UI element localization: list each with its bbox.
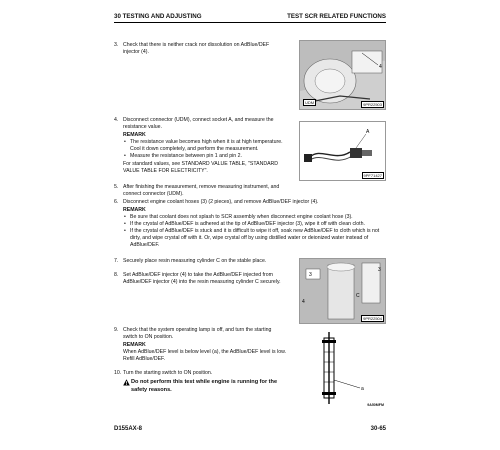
step-text: Check that there is neither crack nor dissolution on AdBlue/DEF injector (4).: [123, 42, 270, 56]
figure-callout: 3: [309, 272, 312, 278]
step-8: [114, 272, 286, 286]
figure-id: 9PR22503: [363, 101, 382, 107]
model-number: D155AX-8: [114, 426, 143, 432]
remark-list: [123, 139, 286, 160]
remark-heading: REMARK: [123, 132, 146, 139]
remark-heading: REMARK: [123, 342, 146, 349]
remark-item: • If the crystal of AdBlue/DEF is stuck and it is difficult to wipe it off, soak new AdBlue/DEF to cloth which is not dirty, and wipe crystal off with it. Or, wipe crystal off by using distilled water or deionized water instead of AdBlue/DEF.: [123, 228, 386, 249]
figure-cylinder-photo: [299, 258, 386, 324]
step-number: 8.: [114, 272, 119, 278]
figure-id: 9A50MFM: [367, 403, 384, 408]
step-text: Disconnect engine coolant hoses (3) (2 pieces), and remove AdBlue/DEF injector (4).: [123, 199, 319, 205]
step-number: 6.: [114, 199, 119, 205]
step-text: Securely place resin measuring cylinder C on the stable place.: [123, 258, 267, 264]
remark-item: • The resistance value becomes high when it is at high temperature. Cool it down completely, and perform the measurement.: [123, 139, 286, 153]
step-text: Set AdBlue/DEF injector (4) to take the AdBlue/DEF injected from AdBlue/DEF injector (4) into the resin measuring cylinder C securely.: [123, 272, 281, 286]
step-3: [114, 42, 286, 56]
remark-text: When AdBlue/DEF level is below level (a), the AdBlue/DEF level is low. Refill AdBlue/DEF.: [123, 349, 286, 363]
step-number: 3.: [114, 42, 119, 48]
step-text: After finishing the measurement, remove measuring instrument, and connect connector (UDM).: [123, 184, 280, 198]
step-number: 9.: [114, 327, 119, 333]
figure-injector-photo: [299, 40, 386, 110]
step-number: 7.: [114, 258, 119, 264]
figure-id: 9PF71427: [363, 172, 382, 178]
step-number: 5.: [114, 184, 119, 190]
header-topic-title: TEST SCR RELATED FUNCTIONS: [287, 13, 386, 20]
figure-id: 9PR22504: [363, 315, 382, 321]
warning-note: [114, 379, 286, 394]
page-footer: [114, 425, 386, 433]
remark-item: • Be sure that coolant does not splash to SCR assembly when disconnect engine coolant hose (3).: [123, 214, 386, 221]
warning-text: Do not perform this test while engine is running for the safety reasons.: [131, 379, 278, 393]
remark-heading: REMARK: [123, 207, 146, 214]
figure-callout: C: [356, 293, 360, 299]
page-number: 30-65: [370, 426, 386, 432]
figure-callout: A: [366, 129, 370, 135]
remark-item: • Measure the resistance between pin 1 and pin 2.: [123, 153, 286, 160]
remark-list: [123, 214, 386, 249]
step-4: [114, 117, 286, 175]
header-section-title: 30 TESTING AND ADJUSTING: [114, 13, 202, 20]
figure-callout: 3: [378, 267, 381, 273]
warning-icon: [123, 379, 131, 394]
standard-value-note: For standard values, see STANDARD VALUE TABLE, "STANDARD VALUE TABLE FOR ELECTRICITY".: [123, 161, 279, 175]
step-text: Disconnect connector (UDM), connect socket A, and measure the resistance value.: [123, 117, 274, 131]
figure-callout: 4: [302, 299, 305, 305]
step-10: [114, 370, 286, 394]
remark-item: • If the crystal of AdBlue/DEF is adhered at the tip of AdBlue/DEF injector (3), wipe it off with clean cloth.: [123, 221, 386, 228]
step-5: [114, 184, 286, 198]
figure-callout: a: [361, 386, 364, 392]
level-gauge-illustration: [302, 330, 386, 412]
step-text: Check that the system operating lamp is off, and turn the starting switch to ON position.: [123, 327, 272, 341]
figure-callout: 4: [379, 64, 382, 70]
figure-level-gauge: [302, 330, 386, 412]
step-9: [114, 327, 286, 363]
step-7: [114, 258, 286, 265]
udm-label: UDM: [305, 100, 315, 105]
figure-socket-diagram: [299, 121, 386, 181]
step-6: [114, 199, 386, 249]
step-number: 10.: [114, 370, 122, 376]
step-text: Turn the starting switch to ON position.: [123, 370, 213, 376]
page-header: [114, 13, 386, 23]
step-number: 4.: [114, 117, 119, 123]
